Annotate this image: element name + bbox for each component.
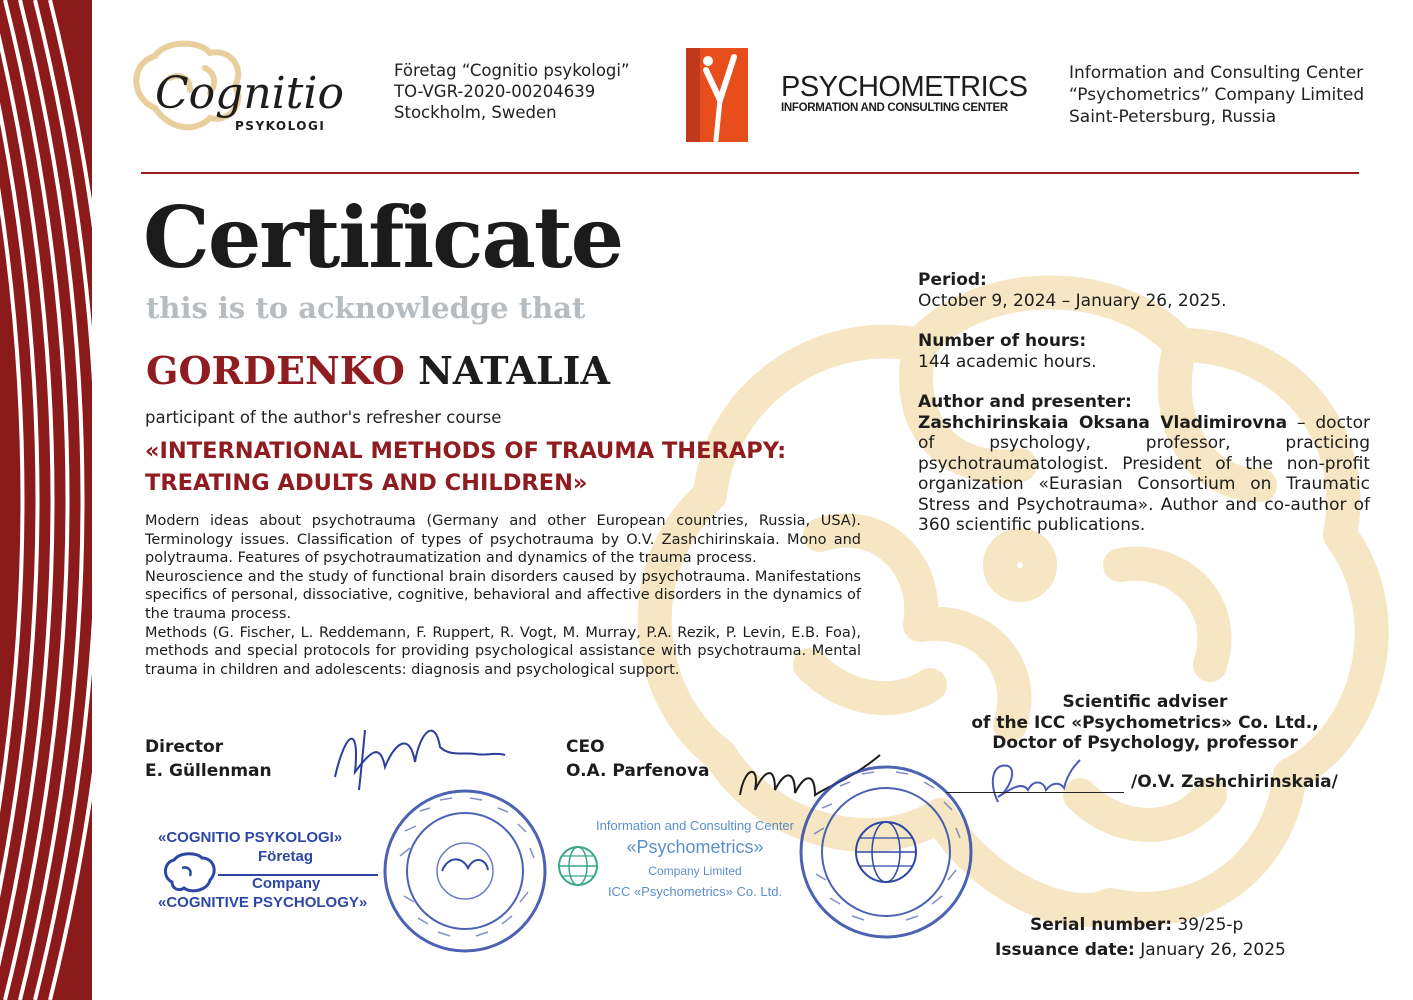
icc-stamp-line2: «Psychometrics»: [626, 837, 764, 857]
cognitio-logo-script: Cognitio: [155, 68, 344, 119]
hours-label: Number of hours:: [918, 331, 1087, 351]
issuance-row: [995, 938, 1286, 963]
author-label: Author and presenter:: [918, 392, 1132, 412]
cognitio-stamp-line2: Företag: [258, 848, 314, 865]
period-value: October 9, 2024 – January 26, 2025.: [918, 290, 1227, 311]
cognitio-stamp-line3: Company: [252, 875, 321, 892]
cognitio-registration: TO-VGR-2020-00204639: [394, 82, 596, 101]
cognitio-stamp-line1: «COGNITIO PSYKOLOGI»: [158, 829, 343, 846]
cognitio-company-info: [394, 60, 630, 123]
director-name: E. Güllenman: [145, 761, 272, 781]
adviser-name: /O.V. Zashchirinskaia/: [1131, 772, 1338, 792]
description-paragraph: Neuroscience and the study of functional brain disorders caused by psychotrauma. Manifestations specifics of personal, dissociative, cognitive, behavioral and affective disorders in the dynamics of the trauma process.: [145, 568, 861, 622]
psychometrics-logo-icon: [686, 45, 750, 142]
header-divider: [141, 172, 1359, 174]
serial-value: 39/25-p: [1172, 915, 1244, 935]
issuance-value: January 26, 2025: [1134, 940, 1286, 960]
serial-label: Serial number:: [1030, 915, 1173, 935]
certificate-title: Certificate: [143, 188, 623, 287]
participant-text: participant of the author's refresher course: [145, 408, 502, 427]
description-paragraph: Modern ideas about psychotrauma (Germany and other European countries, Russia, USA). Terminology issues. Classification of types of psychotrauma by O.V. Zashchirinskaia. Mono and polytrauma. Features of psychotraumatization and dynamics of the trauma process.: [145, 513, 861, 567]
course-title: [145, 435, 845, 499]
recipient-first-name: NATALIA: [418, 348, 610, 393]
psychometrics-wordmark: [781, 72, 1027, 115]
adviser-signature-line: [946, 792, 1124, 793]
issuance-details: [995, 913, 1286, 963]
recipient-name: [146, 348, 610, 394]
psychometrics-line2: “Psychometrics” Company Limited: [1069, 85, 1365, 105]
director-role: Director: [145, 737, 224, 757]
icc-stamp-line1: Information and Consulting Center: [595, 818, 794, 833]
issuance-label: Issuance date:: [995, 940, 1135, 960]
hours-value: 144 academic hours.: [918, 351, 1097, 372]
author-bio: [918, 413, 1370, 536]
cognitio-logo: [125, 38, 365, 143]
cognitio-round-stamp-icon: [380, 786, 550, 956]
period-label: Period:: [918, 270, 987, 290]
recipient-surname: GORDENKO: [146, 348, 405, 393]
ceo-block: [566, 735, 710, 783]
cognitio-company-name: Företag “Cognitio psykologi”: [394, 61, 630, 80]
hours-block: [918, 331, 1370, 372]
psychometrics-line1: Information and Consulting Center: [1069, 63, 1364, 83]
cognitio-logo-sub: PSYKOLOGI: [235, 119, 326, 133]
serial-row: [1030, 913, 1286, 938]
director-signature-icon: [325, 712, 510, 792]
course-info: [918, 270, 1370, 556]
cognitio-city: Stockholm, Sweden: [394, 103, 557, 122]
adviser-line3: Doctor of Psychology, professor: [992, 733, 1298, 753]
certificate-subtitle: this is to acknowledge that: [146, 291, 586, 325]
psychometrics-logo-sub: INFORMATION AND CONSULTING CENTER: [781, 102, 1008, 114]
stamp-divider: [218, 873, 378, 877]
period-block: [918, 270, 1370, 311]
author-block: [918, 392, 1370, 536]
brain-stamp-icon: [162, 852, 218, 896]
course-title-line2: TREATING ADULTS AND CHILDREN»: [145, 470, 588, 496]
course-title-line1: «INTERNATIONAL METHODS OF TRAUMA THERAPY:: [145, 438, 787, 464]
icc-stamp-line4: ICC «Psychometrics» Co. Ltd.: [607, 884, 783, 899]
cognitio-stamp-line4: «COGNITIVE PSYCHOLOGY»: [158, 894, 368, 911]
icc-stamp-text: [580, 818, 810, 899]
adviser-line1: Scientific adviser: [1062, 692, 1228, 712]
director-block: [145, 735, 272, 783]
scientific-adviser: [940, 692, 1350, 754]
ceo-name: O.A. Parfenova: [566, 761, 710, 781]
icc-stamp-line3: Company Limited: [648, 864, 742, 878]
adviser-line2: of the ICC «Psychometrics» Co. Ltd.,: [971, 712, 1319, 733]
globe-stamp-icon: [556, 842, 600, 890]
course-description: [145, 512, 861, 679]
left-decorative-band: [0, 0, 92, 1000]
adviser-signature-icon: [968, 752, 1098, 812]
author-name: Zashchirinskaia Oksana Vladimirovna: [918, 412, 1288, 433]
icc-round-stamp-icon: [796, 762, 976, 942]
psychometrics-logo-title: PSYCHOMETRICS: [781, 71, 1028, 103]
author-description: – doctor of psychology, professor, practicing psychotraumatologist. President of the non-profit organization «Eurasian Consortium on Traumatic Stress and Psychotrauma». Author and co-author of 360 scientific publications.: [918, 412, 1370, 535]
psychometrics-company-info: [1069, 62, 1364, 128]
description-paragraph: Methods (G. Fischer, L. Reddemann, F. Ruppert, R. Vogt, M. Murray, P.A. Rezik, P. Levin, E.B. Foa), methods and special protocols for providing psychological assistance with psychotrauma. Mental trauma in children and adolescents: diagnosis and psychological support.: [145, 624, 861, 678]
psychometrics-line3: Saint-Petersburg, Russia: [1069, 107, 1277, 127]
ceo-role: CEO: [566, 737, 605, 757]
